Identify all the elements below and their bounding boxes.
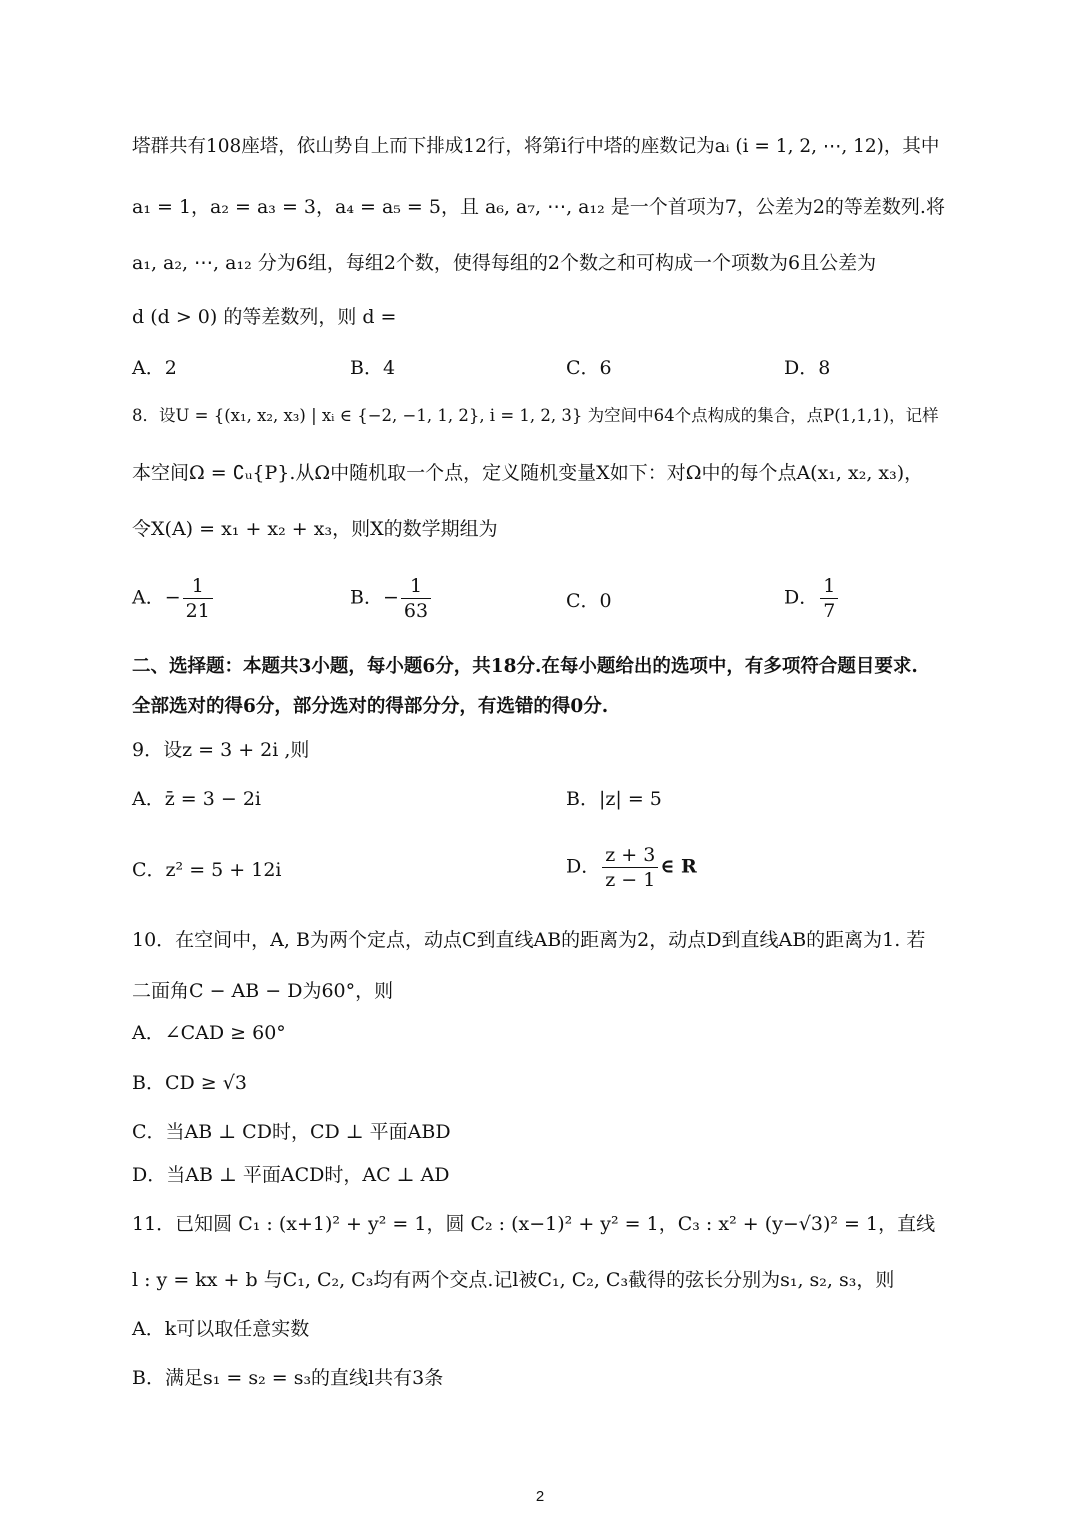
q9-option-d-tail: ∈ R (660, 855, 697, 878)
q8-option-d-label: D． (784, 586, 819, 609)
q8-option-b-fraction (401, 574, 431, 623)
q8-option-b (350, 574, 433, 623)
q8-option-a-numerator: 1 (183, 574, 213, 599)
q9-option-d (566, 843, 697, 892)
q8-line-1: 8．设U = {(x₁, x₂, x₃) | xᵢ ∈ {−2, −1, 1, 2}, i = 1, 2, 3} 为空间中64个点构成的集合，点P(1,1,1)，记样 (132, 406, 939, 425)
q7-line-2: a₁ = 1，a₂ = a₃ = 3，a₄ = a₅ = 5，且 a₆, a₇, ⋯, a₁₂ 是一个首项为7，公差为2的等差数列.将 (132, 196, 945, 218)
q9-option-c: C．z² = 5 + 12i (132, 859, 282, 881)
q8-option-d-denominator: 7 (823, 600, 836, 622)
q7-option-c: C．6 (566, 357, 612, 379)
page-number: 2 (535, 1488, 545, 1505)
q7-option-a: A．2 (132, 357, 177, 379)
section-2-heading-line-1: 二、选择题：本题共3小题，每小题6分，共18分.在每小题给出的选项中，有多项符合题目要求. (132, 656, 918, 677)
q8-option-b-label: B．− (350, 586, 399, 609)
q10-option-d: D．当AB ⊥ 平面ACD时，AC ⊥ AD (132, 1164, 450, 1186)
q8-option-d-fraction (820, 574, 838, 623)
q9-option-d-denominator: z − 1 (605, 869, 656, 891)
q9-option-a: A．z̄ = 3 − 2i (132, 788, 261, 810)
section-2-heading-line-2: 全部选对的得6分，部分选对的得部分分，有选错的得0分. (132, 696, 609, 717)
q8-option-d-numerator: 1 (820, 574, 838, 599)
q8-option-b-numerator: 1 (401, 574, 431, 599)
q9-stem: 9．设z = 3 + 2i ,则 (132, 739, 310, 761)
q11-line-1: 11．已知圆 C₁ : (x+1)² + y² = 1，圆 C₂ : (x−1)² + y² = 1，C₃ : x² + (y−√3)² = 1，直线 (132, 1213, 936, 1235)
q8-option-a-fraction (183, 574, 213, 623)
q11-option-b: B．满足s₁ = s₂ = s₃的直线l共有3条 (132, 1367, 444, 1389)
q7-line-4: d (d > 0) 的等差数列，则 d = (132, 306, 397, 328)
q8-option-a-denominator: 21 (185, 600, 210, 622)
q9-option-d-fraction (602, 843, 658, 892)
q11-option-a: A．k可以取任意实数 (132, 1318, 310, 1340)
q9-option-b: B．|z| = 5 (566, 788, 662, 810)
q8-option-b-denominator: 63 (403, 600, 429, 622)
q7-option-d: D．8 (784, 357, 831, 379)
q7-option-b: B．4 (350, 357, 396, 379)
q7-line-1: 塔群共有108座塔，依山势自上而下排成12行，将第i行中塔的座数记为aᵢ (i = 1, 2, ⋯, 12)，其中 (132, 136, 940, 157)
q8-option-c: C．0 (566, 590, 612, 612)
q10-option-a: A．∠CAD ≥ 60° (132, 1022, 286, 1044)
q8-option-a-label: A．− (132, 586, 181, 609)
q10-line-1: 10．在空间中，A, B为两个定点，动点C到直线AB的距离为2，动点D到直线AB的距离为1. 若 (132, 929, 926, 951)
q8-line-3: 令X(A) = x₁ + x₂ + x₃，则X的数学期组为 (132, 518, 498, 540)
q11-line-2: l : y = kx + b 与C₁, C₂, C₃均有两个交点.记l被C₁, C₂, C₃截得的弦长分别为s₁, s₂, s₃，则 (132, 1269, 895, 1291)
q10-option-b: B．CD ≥ √3 (132, 1072, 247, 1094)
q8-option-d (784, 574, 840, 623)
q9-option-d-label: D． (566, 855, 601, 878)
q8-line-2: 本空间Ω = ∁ᵤ{P}.从Ω中随机取一个点，定义随机变量X如下：对Ω中的每个点A(x₁, x₂, x₃)， (132, 462, 924, 484)
q10-line-2: 二面角C − AB − D为60°，则 (132, 980, 394, 1002)
q10-option-c: C．当AB ⊥ CD时，CD ⊥ 平面ABD (132, 1121, 451, 1143)
q9-option-d-numerator: z + 3 (602, 843, 658, 868)
q7-line-3: a₁, a₂, ⋯, a₁₂ 分为6组，每组2个数，使得每组的2个数之和可构成一个项数为6且公差为 (132, 252, 877, 274)
q8-option-a (132, 574, 215, 623)
